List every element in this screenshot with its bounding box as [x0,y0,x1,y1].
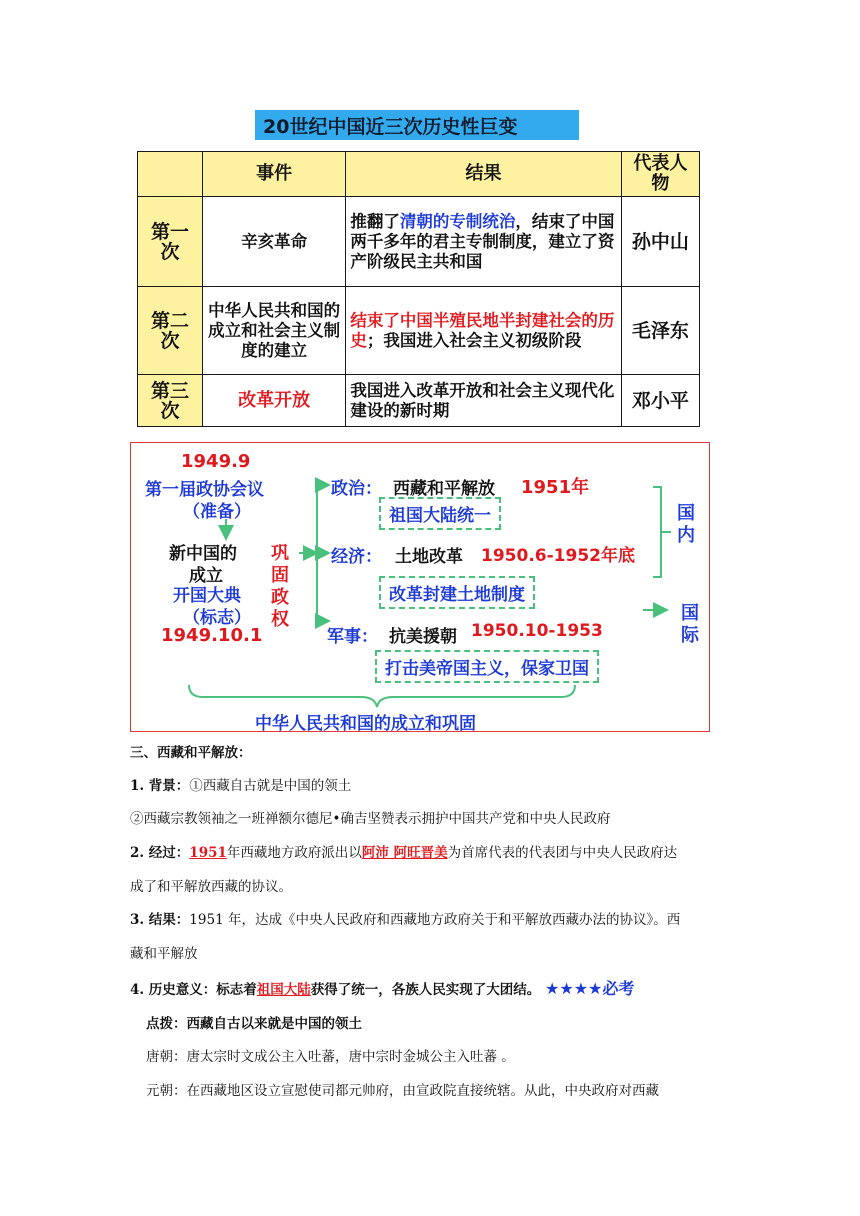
section-heading: 三、西藏和平解放： [130,745,252,761]
international-char: 际 [681,625,699,646]
row-person: 孙中山 [621,197,699,287]
row-event: 改革开放 [203,375,346,427]
domestic-char: 内 [677,525,695,546]
row-label: 第三次 [138,375,203,427]
economy-date: 1950.6-1952年底 [481,546,635,566]
row-event: 中华人民共和国的成立和社会主义制度的建立 [203,287,346,375]
row-label: 第一次 [138,197,203,287]
background-line: 1. 背景：①西藏自古就是中国的领土 [130,778,352,794]
row-event: 辛亥革命 [203,197,346,287]
row-person: 毛泽东 [621,287,699,375]
military-label: 军事： [327,627,378,647]
founding-text-1: 新中国的 [169,544,237,564]
table-header-row [138,152,700,197]
economy-box: 改革封建土地制度 [379,576,535,609]
military-event: 抗美援朝 [389,627,457,647]
header-corner [138,152,203,197]
diagram-summary: 中华人民共和国的成立和巩固 [255,714,476,734]
table-row [138,197,700,287]
founding-text-2: 成立 [189,566,223,586]
conference-name: 第一届政协会议 [145,480,264,500]
consolidate-char: 政 [271,587,289,608]
row-result: 推翻了清朝的专制统治，结束了中国两千多年的君主专制制度，建立了资产阶级民主共和国 [346,197,621,287]
result-line: 3. 结果：1951 年，达成《中央人民政府和西藏地方政府关于和平解放西藏办法的协议》。西 [130,912,681,928]
history-table [137,151,700,427]
process-line: 2. 经过：1951年西藏地方政府派出以阿沛 阿旺晋美为首席代表的代表团与中央人民政府达 [130,845,678,861]
military-date: 1950.10-1953 [471,621,603,641]
conference-date: 1949.9 [181,451,251,472]
yuan-line: 元朝：在西藏地区设立宣慰使司都元帅府，由宣政院直接统辖。从此，中央政府对西藏 [146,1083,659,1099]
consolidation-diagram [130,442,710,732]
result-line-2: 藏和平解放 [130,946,198,962]
politics-label: 政治： [331,479,382,499]
military-box: 打击美帝国主义，保家卫国 [375,650,599,683]
ceremony-mark: （标志） [183,608,251,628]
domestic-char: 国 [677,503,695,524]
background-line-2: ②西藏宗教领袖之一班禅额尔德尼•确吉坚赞表示拥护中国共产党和中央人民政府 [130,811,611,827]
conference-prep: （准备） [183,502,251,522]
row-label: 第二次 [138,287,203,375]
politics-box: 祖国大陆统一 [379,497,501,530]
process-line-2: 成了和平解放西藏的协议。 [130,879,292,895]
row-result: 我国进入改革开放和社会主义现代化建设的新时期 [346,375,621,427]
tip-line: 点拨：西藏自古以来就是中国的领土 [146,1016,362,1032]
economy-label: 经济： [331,547,382,567]
row-result: 结束了中国半殖民地半封建社会的历史；我国进入社会主义初级阶段 [346,287,621,375]
header-result: 结果 [346,152,621,197]
table-row [138,375,700,427]
row-person: 邓小平 [621,375,699,427]
ceremony: 开国大典 [173,586,241,606]
politics-event: 西藏和平解放 [393,479,495,499]
politics-date: 1951年 [521,477,590,498]
consolidate-char: 巩 [271,543,289,564]
consolidate-char: 固 [271,565,289,586]
international-char: 国 [681,603,699,624]
banner-title: 20世纪中国近三次历史性巨变 [263,116,518,138]
economy-event: 土地改革 [395,547,463,567]
founding-date: 1949.10.1 [161,625,263,646]
tang-line: 唐朝：唐太宗时文成公主入吐蕃，唐中宗时金城公主入吐蕃 。 [146,1049,515,1065]
table-row [138,287,700,375]
header-person: 代表人物 [621,152,699,197]
header-event: 事件 [203,152,346,197]
consolidate-char: 权 [271,609,289,630]
meaning-line: 4. 历史意义：标志着祖国大陆获得了统一，各族人民实现了大团结。 ★★★★必考 [130,979,635,998]
title-banner [255,110,579,140]
